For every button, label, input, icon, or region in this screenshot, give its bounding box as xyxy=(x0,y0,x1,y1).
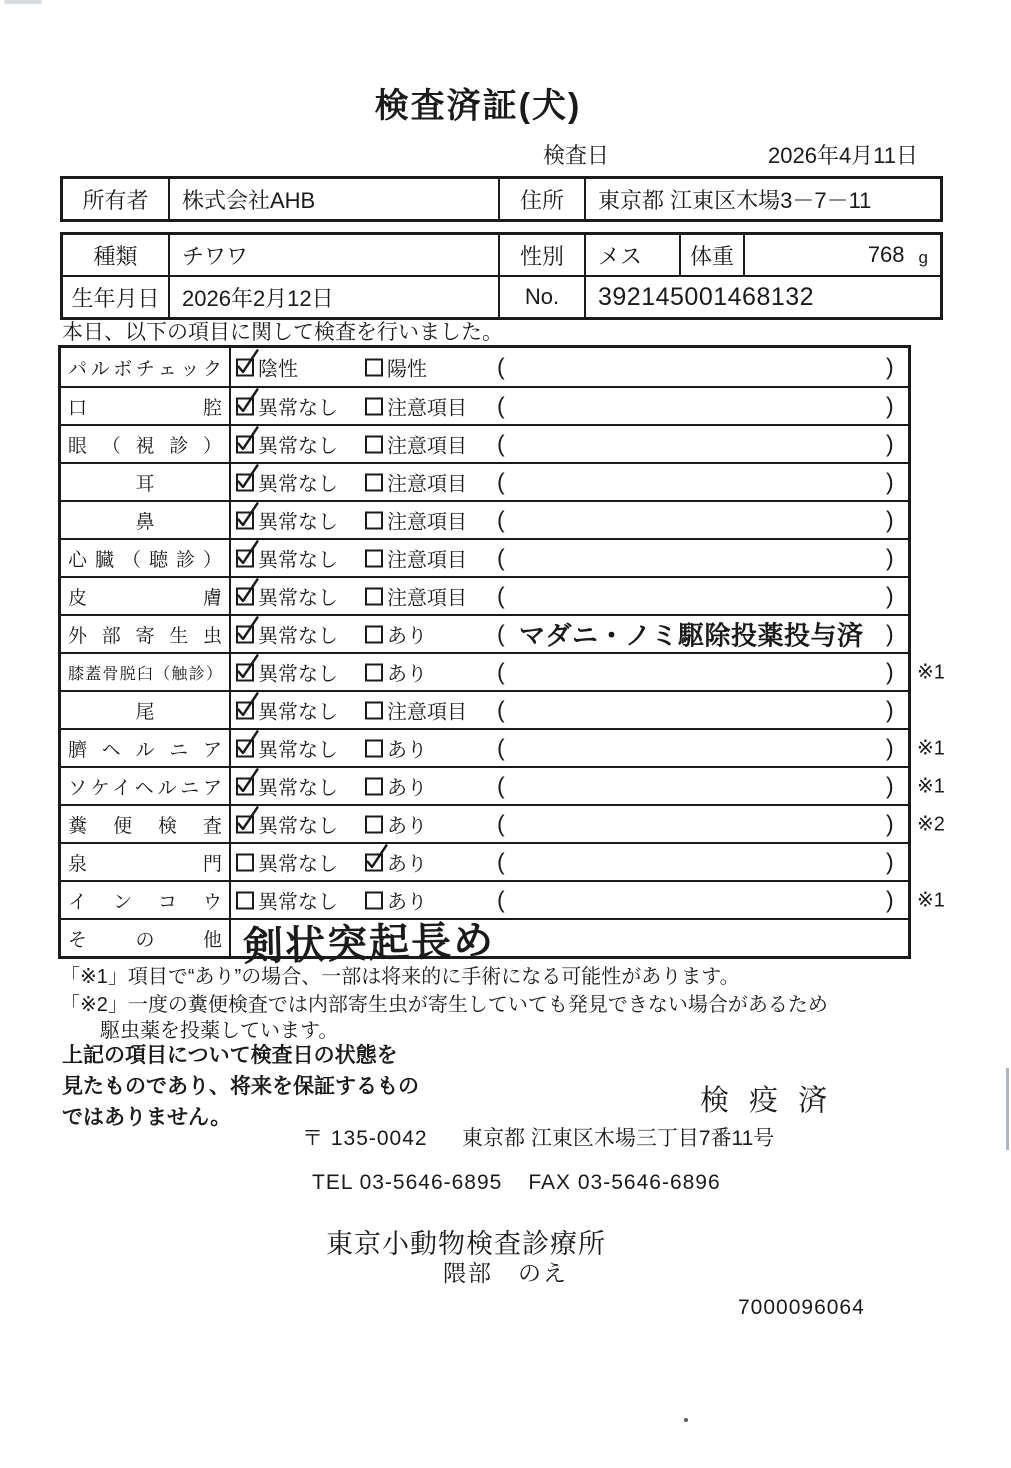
inspection-date-value: 2026年4月11日 xyxy=(768,143,919,168)
result-option xyxy=(365,620,427,649)
paren-close: ) xyxy=(886,620,894,647)
paren-close: ) xyxy=(886,582,894,609)
result-option-label: あり xyxy=(387,891,427,914)
weight-value xyxy=(745,235,940,275)
exam-result-cell xyxy=(231,348,908,386)
result-option xyxy=(236,696,338,725)
result-option-label: あり xyxy=(387,625,427,648)
checklist-row xyxy=(61,538,908,576)
checkbox-unchecked xyxy=(365,473,383,491)
exam-item-cell xyxy=(61,844,231,880)
exam-result-cell xyxy=(231,654,908,690)
address-value: 東京都 江東区木場3－7－11 xyxy=(598,187,872,213)
result-option-label: 異常なし xyxy=(258,435,338,458)
result-option-label: 注意項目 xyxy=(387,435,467,458)
exam-item-label: 糞便検査 xyxy=(68,815,222,837)
checkbox-unchecked xyxy=(236,853,254,871)
quarantine-passed-stamp: 検 疫 済 xyxy=(700,1085,834,1117)
result-option-label: 注意項目 xyxy=(387,701,467,724)
result-option xyxy=(365,772,427,801)
paren-open: ( xyxy=(497,392,505,419)
scan-edge-artifact xyxy=(1006,1068,1009,1150)
checklist-row xyxy=(61,500,908,538)
address-label: 住所 xyxy=(500,179,586,219)
paren-close: ) xyxy=(886,506,894,533)
exam-item-label: 泉門 xyxy=(68,853,222,875)
result-option-label: 異常なし xyxy=(258,663,338,686)
birth-label: 生年月日 xyxy=(63,277,170,317)
no-value xyxy=(586,277,940,317)
result-option xyxy=(365,810,427,839)
exam-item-cell xyxy=(61,692,231,728)
result-option xyxy=(365,506,467,535)
exam-result-cell xyxy=(231,464,908,500)
remark-ref: ※1 xyxy=(917,775,945,798)
no-label: No. xyxy=(500,277,586,317)
paren-open: ( xyxy=(497,696,505,723)
result-option-label: 陰性 xyxy=(258,358,298,381)
result-option xyxy=(365,658,427,687)
exam-item-cell xyxy=(61,882,231,918)
exam-item-cell xyxy=(61,578,231,614)
exam-item-cell xyxy=(61,540,231,576)
checklist-row xyxy=(61,576,908,614)
paren-open: ( xyxy=(497,430,505,457)
sex-value: メス xyxy=(586,235,681,275)
checkbox-checked xyxy=(236,435,254,453)
checkbox-checked xyxy=(365,853,383,871)
checklist-row xyxy=(61,462,908,500)
result-option xyxy=(236,734,338,763)
handwritten-check-icon xyxy=(234,728,261,759)
result-option xyxy=(236,468,338,497)
checklist-row xyxy=(61,766,945,804)
checkbox-unchecked xyxy=(365,549,383,567)
owner-label: 所有者 xyxy=(63,179,170,219)
paren-open: ( xyxy=(497,468,505,495)
checkbox-checked xyxy=(236,587,254,605)
footnote-2: 「※2」一度の糞便検査では内部寄生虫が寄生していても発見できない場合があるため xyxy=(60,994,828,1016)
exam-result-cell xyxy=(231,844,908,880)
exam-result-cell xyxy=(231,578,908,614)
animal-table xyxy=(60,232,943,320)
result-option-label: 異常なし xyxy=(258,473,338,496)
paren-close: ) xyxy=(886,696,894,723)
exam-result-cell xyxy=(231,388,908,424)
result-option-label: あり xyxy=(387,739,427,762)
handwritten-note: 剣状突起長め xyxy=(242,918,496,970)
result-option-label: 異常なし xyxy=(258,549,338,572)
checklist-row xyxy=(61,728,945,766)
paren-close: ) xyxy=(886,772,894,799)
handwritten-check-icon xyxy=(234,804,261,835)
paren-close: ) xyxy=(886,734,894,761)
checkbox-unchecked xyxy=(365,511,383,529)
remark-ref: ※2 xyxy=(917,813,945,836)
checkbox-unchecked xyxy=(365,701,383,719)
owner-table xyxy=(60,176,943,222)
paren-close: ) xyxy=(886,658,894,685)
result-option-label: 異常なし xyxy=(258,397,338,420)
checkbox-unchecked xyxy=(365,587,383,605)
birth-row xyxy=(63,275,940,317)
inspection-date-label: 検査日 xyxy=(543,143,610,168)
exam-item-cell xyxy=(61,388,231,424)
exam-item-label: 心臓（聴診） xyxy=(68,549,222,571)
checkbox-checked xyxy=(236,397,254,415)
postal-code: 〒 135-0042 xyxy=(302,1127,428,1150)
checklist-row xyxy=(61,424,908,462)
exam-item-label: その他 xyxy=(68,929,222,951)
checkbox-unchecked xyxy=(365,739,383,757)
handwritten-check-icon xyxy=(363,842,390,873)
checklist-row xyxy=(61,386,908,424)
checkbox-unchecked xyxy=(365,815,383,833)
handwritten-check-icon xyxy=(234,766,261,797)
scan-artifact-dot xyxy=(684,1418,688,1422)
result-option xyxy=(236,430,338,459)
exam-item-label: 鼻 xyxy=(135,511,155,533)
result-option xyxy=(236,658,338,687)
sex-label: 性別 xyxy=(500,235,586,275)
paren-open: ( xyxy=(497,810,505,837)
exam-item-label: 耳 xyxy=(135,473,155,495)
handwritten-check-icon xyxy=(234,690,261,721)
result-option-label: 異常なし xyxy=(258,625,338,648)
result-option xyxy=(365,848,427,877)
checklist-row xyxy=(61,842,908,880)
checkbox-unchecked xyxy=(365,397,383,415)
clinic-address: 東京都 江東区木場三丁目7番11号 xyxy=(462,1127,775,1150)
checkbox-unchecked xyxy=(365,435,383,453)
result-option xyxy=(236,392,338,421)
page-title: 検査済証(犬) xyxy=(374,87,582,125)
paren-open: ( xyxy=(497,506,505,533)
exam-result-cell xyxy=(231,426,908,462)
exam-item-cell xyxy=(61,616,231,652)
result-option-label: 異常なし xyxy=(258,891,338,914)
disclaimer-line-2: 見たものであり、将来を保証するもの xyxy=(62,1075,419,1098)
result-option-label: 注意項目 xyxy=(387,473,467,496)
result-option xyxy=(236,506,338,535)
footnote-1: 「※1」項目で“あり”の場合、一部は将来的に手術になる可能性があります。 xyxy=(60,966,740,988)
result-option xyxy=(365,544,467,573)
paren-open: ( xyxy=(497,772,505,799)
paren-close: ) xyxy=(886,392,894,419)
breed-row xyxy=(63,235,940,275)
exam-item-cell xyxy=(61,730,231,766)
exam-item-cell xyxy=(61,768,231,804)
result-option-label: 異常なし xyxy=(258,777,338,800)
checkbox-checked xyxy=(236,511,254,529)
paren-open: ( xyxy=(497,582,505,609)
paren-open: ( xyxy=(497,886,505,913)
result-option xyxy=(365,430,467,459)
tel-fax-line xyxy=(312,1171,721,1195)
remark-ref: ※1 xyxy=(917,661,945,684)
checkbox-checked xyxy=(236,815,254,833)
result-option-label: 陽性 xyxy=(387,358,427,381)
paren-close: ) xyxy=(886,468,894,495)
exam-item-cell xyxy=(61,806,231,842)
result-option-label: あり xyxy=(387,777,427,800)
result-option xyxy=(236,353,298,382)
paren-open: ( xyxy=(497,544,505,571)
scan-smudge xyxy=(4,0,42,4)
result-option-label: あり xyxy=(387,815,427,838)
checkbox-checked xyxy=(236,625,254,643)
result-option-label: あり xyxy=(387,663,427,686)
exam-item-label: 口腔 xyxy=(68,397,222,419)
examiner-name: 隈部 のえ xyxy=(443,1260,568,1286)
clinic-name: 東京小動物検査診療所 xyxy=(326,1229,606,1259)
result-option xyxy=(236,582,338,611)
disclaimer xyxy=(62,1040,419,1133)
checklist-row xyxy=(61,804,945,842)
serial-number: 7000096064 xyxy=(738,1296,865,1319)
exam-item-label: 外部寄生虫 xyxy=(68,625,222,647)
fax-number: FAX 03-5646-6896 xyxy=(528,1171,721,1194)
exam-item-label: 尾 xyxy=(135,701,155,723)
paren-open: ( xyxy=(497,353,505,380)
weight-unit: g xyxy=(918,248,928,267)
handwritten-check-icon xyxy=(234,347,261,378)
checklist-table xyxy=(58,345,945,970)
result-option-label: 異常なし xyxy=(258,701,338,724)
exam-result-cell xyxy=(231,918,908,970)
checkbox-checked xyxy=(236,358,254,376)
exam-item-cell xyxy=(61,426,231,462)
result-option xyxy=(365,696,467,725)
exam-item-label: インコウ xyxy=(68,891,222,913)
checkbox-unchecked xyxy=(365,663,383,681)
exam-result-cell xyxy=(231,616,908,652)
checkbox-unchecked xyxy=(365,891,383,909)
paren-close: ) xyxy=(886,353,894,380)
result-option xyxy=(365,582,467,611)
handwritten-check-icon xyxy=(234,386,261,417)
weight-number: 768 xyxy=(867,242,905,267)
checkbox-checked xyxy=(236,663,254,681)
result-option-label: 異常なし xyxy=(258,587,338,610)
handwritten-check-icon xyxy=(234,614,261,645)
result-option xyxy=(236,772,338,801)
checkbox-unchecked xyxy=(236,891,254,909)
checklist-row xyxy=(61,690,908,728)
exam-item-cell xyxy=(61,654,231,690)
checklist-row xyxy=(61,918,908,970)
checkbox-checked xyxy=(236,701,254,719)
handwritten-check-icon xyxy=(234,576,261,607)
exam-item-label: ソケイヘルニア xyxy=(68,777,222,799)
remark-ref: ※1 xyxy=(917,737,945,760)
paren-close: ) xyxy=(886,810,894,837)
paren-open: ( xyxy=(497,658,505,685)
exam-item-cell xyxy=(61,502,231,538)
birth-value: 2026年2月12日 xyxy=(170,277,500,317)
exam-item-label: 臍ヘルニア xyxy=(68,739,222,761)
tel-number: TEL 03-5646-6895 xyxy=(312,1171,503,1194)
result-option xyxy=(365,353,427,382)
paren-close: ) xyxy=(886,886,894,913)
result-option xyxy=(236,848,338,877)
exam-result-cell xyxy=(231,540,908,576)
owner-row xyxy=(63,179,940,219)
checkbox-unchecked xyxy=(365,777,383,795)
weight-label: 体重 xyxy=(681,235,745,275)
footnote-2-continued: 駆虫薬を投薬しています。 xyxy=(100,1020,339,1042)
owner-value: 株式会社AHB xyxy=(170,179,500,219)
breed-value: チワワ xyxy=(170,235,500,275)
paren-open: ( xyxy=(497,620,505,647)
result-option-label: 異常なし xyxy=(258,815,338,838)
result-option xyxy=(236,620,338,649)
result-option xyxy=(236,810,338,839)
result-option-label: 異常なし xyxy=(258,511,338,534)
paren-open: ( xyxy=(497,848,505,875)
paren-open: ( xyxy=(497,734,505,761)
exam-item-label: 皮膚 xyxy=(68,587,222,609)
exam-result-cell xyxy=(231,502,908,538)
intro-text: 本日、以下の項目に関して検査を行いました。 xyxy=(62,321,503,344)
paren-note: マダニ・ノミ駆除投薬投与済 xyxy=(519,620,864,651)
certificate-number: 392145001468132 xyxy=(598,282,815,311)
result-option-label: 異常なし xyxy=(258,853,338,876)
checklist-row xyxy=(61,652,945,690)
paren-close: ) xyxy=(886,430,894,457)
result-option xyxy=(236,544,338,573)
paren-close: ) xyxy=(886,544,894,571)
checkbox-checked xyxy=(236,739,254,757)
exam-item-label: 眼（視診） xyxy=(68,435,222,457)
checkbox-unchecked xyxy=(365,625,383,643)
checkbox-checked xyxy=(236,777,254,795)
result-option-label: あり xyxy=(387,853,427,876)
checkbox-unchecked xyxy=(365,358,383,376)
exam-result-cell xyxy=(231,730,908,766)
exam-item-cell xyxy=(61,348,231,386)
result-option xyxy=(236,886,338,915)
exam-item-label: パルボチェック xyxy=(68,358,222,380)
handwritten-check-icon xyxy=(234,652,261,683)
result-option-label: 異常なし xyxy=(258,739,338,762)
exam-item-label: 膝蓋骨脱臼（触診） xyxy=(68,665,222,683)
exam-item-cell xyxy=(61,464,231,500)
result-option-label: 注意項目 xyxy=(387,587,467,610)
handwritten-check-icon xyxy=(234,424,261,455)
exam-item-cell xyxy=(61,920,231,956)
result-option-label: 注意項目 xyxy=(387,549,467,572)
handwritten-check-icon xyxy=(234,500,261,531)
exam-result-cell xyxy=(231,768,908,804)
exam-result-cell xyxy=(231,692,908,728)
handwritten-check-icon xyxy=(234,538,261,569)
result-option xyxy=(365,468,467,497)
checkbox-checked xyxy=(236,549,254,567)
checkbox-checked xyxy=(236,473,254,491)
handwritten-check-icon xyxy=(234,462,261,493)
paren-close: ) xyxy=(886,848,894,875)
result-option-label: 注意項目 xyxy=(387,511,467,534)
checklist-row xyxy=(61,614,908,652)
result-option-label: 注意項目 xyxy=(387,397,467,420)
exam-result-cell xyxy=(231,806,908,842)
checklist-row xyxy=(61,348,908,386)
remark-ref: ※1 xyxy=(917,889,945,912)
result-option xyxy=(365,392,467,421)
disclaimer-line-3: ではありません。 xyxy=(62,1106,232,1129)
breed-label: 種類 xyxy=(63,235,170,275)
disclaimer-line-1: 上記の項目について検査日の状態を xyxy=(62,1044,398,1067)
result-option xyxy=(365,734,427,763)
